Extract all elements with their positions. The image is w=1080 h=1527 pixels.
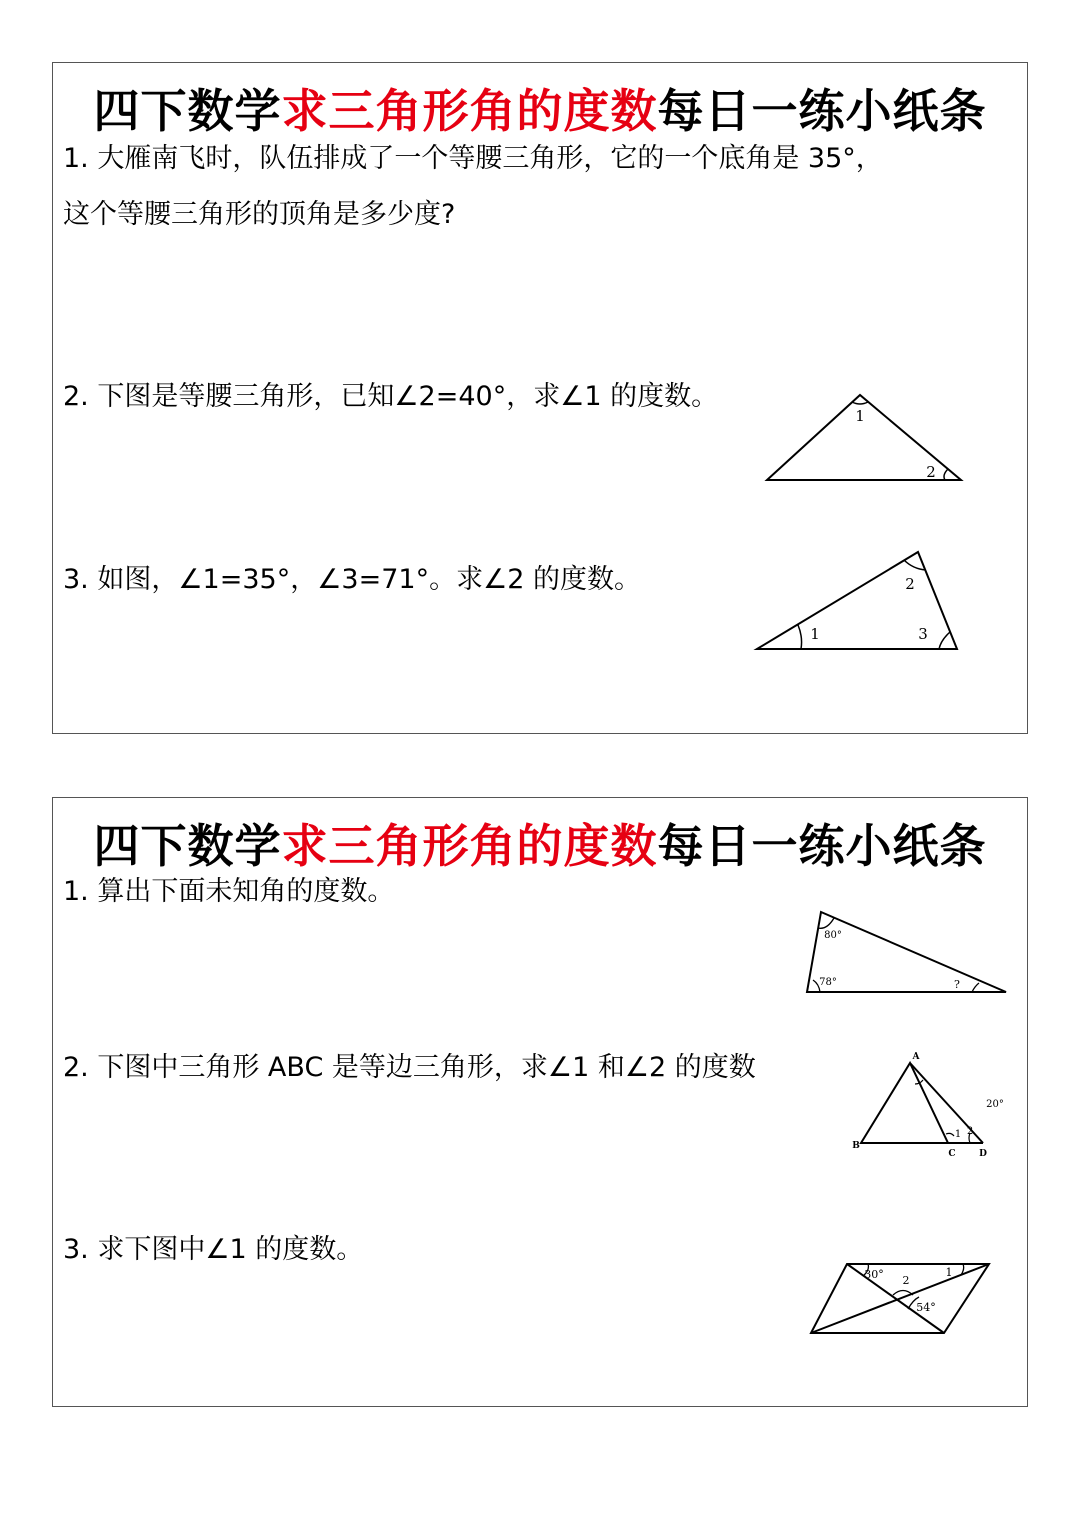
- angle-30-label: 30°: [864, 1268, 884, 1281]
- angle-2-label: 2: [966, 1126, 974, 1137]
- angle-1-label: 1: [945, 1266, 953, 1279]
- question-1: [63, 131, 883, 243]
- unknown-angle-triangle-figure: [801, 906, 1016, 998]
- title-highlight: 求三角形角的度数: [281, 819, 658, 873]
- question-2: 2. 下图是等腰三角形，已知∠2=40°，求∠1 的度数。: [63, 381, 719, 412]
- angle-1-label: 1: [855, 407, 865, 425]
- question-1: 1. 算出下面未知角的度数。: [63, 876, 395, 907]
- title-suffix: 每日一练小纸条: [657, 84, 987, 138]
- title-prefix: 四下数学: [93, 819, 282, 873]
- worksheet-card-1: [52, 62, 1028, 734]
- angle-54-label: 54°: [916, 1301, 936, 1314]
- question-3: 3. 如图，∠1=35°，∠3=71°。求∠2 的度数。: [63, 564, 642, 595]
- title-highlight: 求三角形角的度数: [281, 84, 658, 138]
- angle-80-label: 80°: [824, 930, 842, 941]
- vertex-C-label: C: [948, 1149, 956, 1159]
- angle-2-label: 2: [902, 1274, 910, 1287]
- parallelogram-figure: [805, 1260, 995, 1340]
- vertex-A-label: A: [912, 1052, 920, 1062]
- angle-78-label: 78°: [819, 977, 837, 988]
- worksheet-card-2: [52, 797, 1028, 1407]
- question-1-line-1: 1. 大雁南飞时，队伍排成了一个等腰三角形，它的一个底角是 35°，: [63, 143, 883, 174]
- angle-1-label: 1: [954, 1129, 962, 1140]
- equilateral-triangle-figure: [849, 1048, 1004, 1163]
- angle-2-label: 2: [905, 575, 915, 593]
- vertex-B-label: B: [852, 1141, 860, 1151]
- question-2: 2. 下图中三角形 ABC 是等边三角形，求∠1 和∠2 的度数: [63, 1052, 756, 1083]
- angle-2-label: 2: [926, 463, 936, 481]
- unknown-angle-label: ?: [954, 978, 960, 991]
- scalene-triangle-figure: [753, 548, 968, 658]
- question-1-line-2: 这个等腰三角形的顶角是多少度?: [63, 199, 456, 230]
- question-3: 3. 求下图中∠1 的度数。: [63, 1234, 364, 1265]
- title-suffix: 每日一练小纸条: [657, 819, 987, 873]
- angle-1-label: 1: [810, 625, 820, 643]
- isosceles-triangle-figure: [763, 391, 975, 487]
- title-prefix: 四下数学: [93, 84, 282, 138]
- vertex-D-label: D: [979, 1149, 987, 1159]
- angle-3-label: 3: [918, 625, 928, 643]
- angle-20-label: 20°: [986, 1099, 1004, 1110]
